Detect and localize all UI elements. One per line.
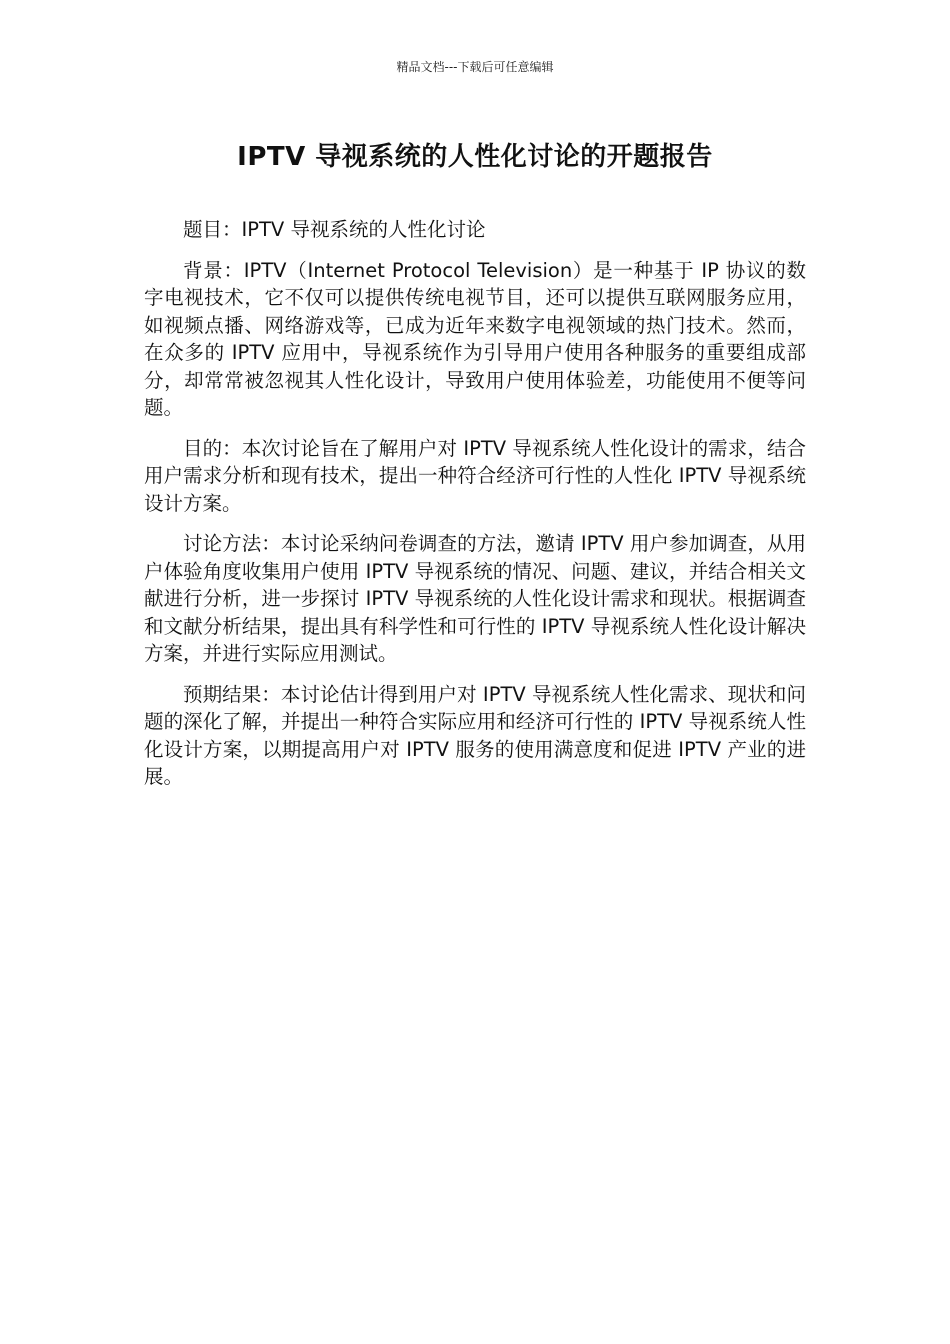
paragraph-expected-results — [144, 681, 806, 791]
paragraph-text: 本讨论估计得到用户对 IPTV 导视系统人性化需求、现状和问题的深化了解，并提出一种符合实际应用和经济可行性的 IPTV 导视系统人性化设计方案，以期提高用户对 IPTV 服务的使用满意度和促进 IPTV 产业的进展。 — [144, 682, 806, 788]
paragraph-text: 本讨论采纳问卷调查的方法，邀请 IPTV 用户参加调查，从用户体验角度收集用户使用 IPTV 导视系统的情况、问题、建议，并结合相关文献进行分析，进一步探讨 IPTV 导视系统的人性化设计需求和现状。根据调查和文献分析结果，提出具有科学性和可行性的 IPTV 导视系统人性化设计解决方案，并进行实际应用测试。 — [144, 532, 806, 665]
paragraph-label: 题目： — [183, 218, 242, 241]
paragraph-method — [144, 530, 806, 668]
paragraph-text: IPTV 导视系统的人性化讨论 — [241, 218, 486, 241]
paragraph-label: 讨论方法： — [183, 532, 281, 555]
paragraph-text: 本次讨论旨在了解用户对 IPTV 导视系统人性化设计的需求，结合用户需求分析和现有技术，提出一种符合经济可行性的人性化 IPTV 导视系统设计方案。 — [144, 436, 806, 515]
document-title: IPTV 导视系统的人性化讨论的开题报告 — [237, 142, 713, 172]
paragraph-background — [144, 257, 806, 422]
paragraph-text: IPTV（Internet Protocol Television）是一种基于 IP 协议的数字电视技术，它不仅可以提供传统电视节目，还可以提供互联网服务应用，如视频点播、网络游戏等，已成为近年来数字电视领域的热门技术。然而，在众多的 IPTV 应用中，导视系统作为引导用户使用各种服务的重要组成部分，却常常被忽视其人性化设计，导致用户使用体验差，功能使用不便等问题。 — [144, 258, 806, 419]
document-body — [144, 216, 806, 804]
paragraph-label: 背景： — [183, 258, 244, 282]
paragraph-topic — [144, 216, 806, 244]
paragraph-label: 预期结果： — [183, 682, 281, 706]
header-note: 精品文档---下载后可任意编辑 — [396, 60, 554, 74]
paragraph-label: 目的： — [183, 436, 242, 460]
paragraph-purpose — [144, 435, 806, 518]
